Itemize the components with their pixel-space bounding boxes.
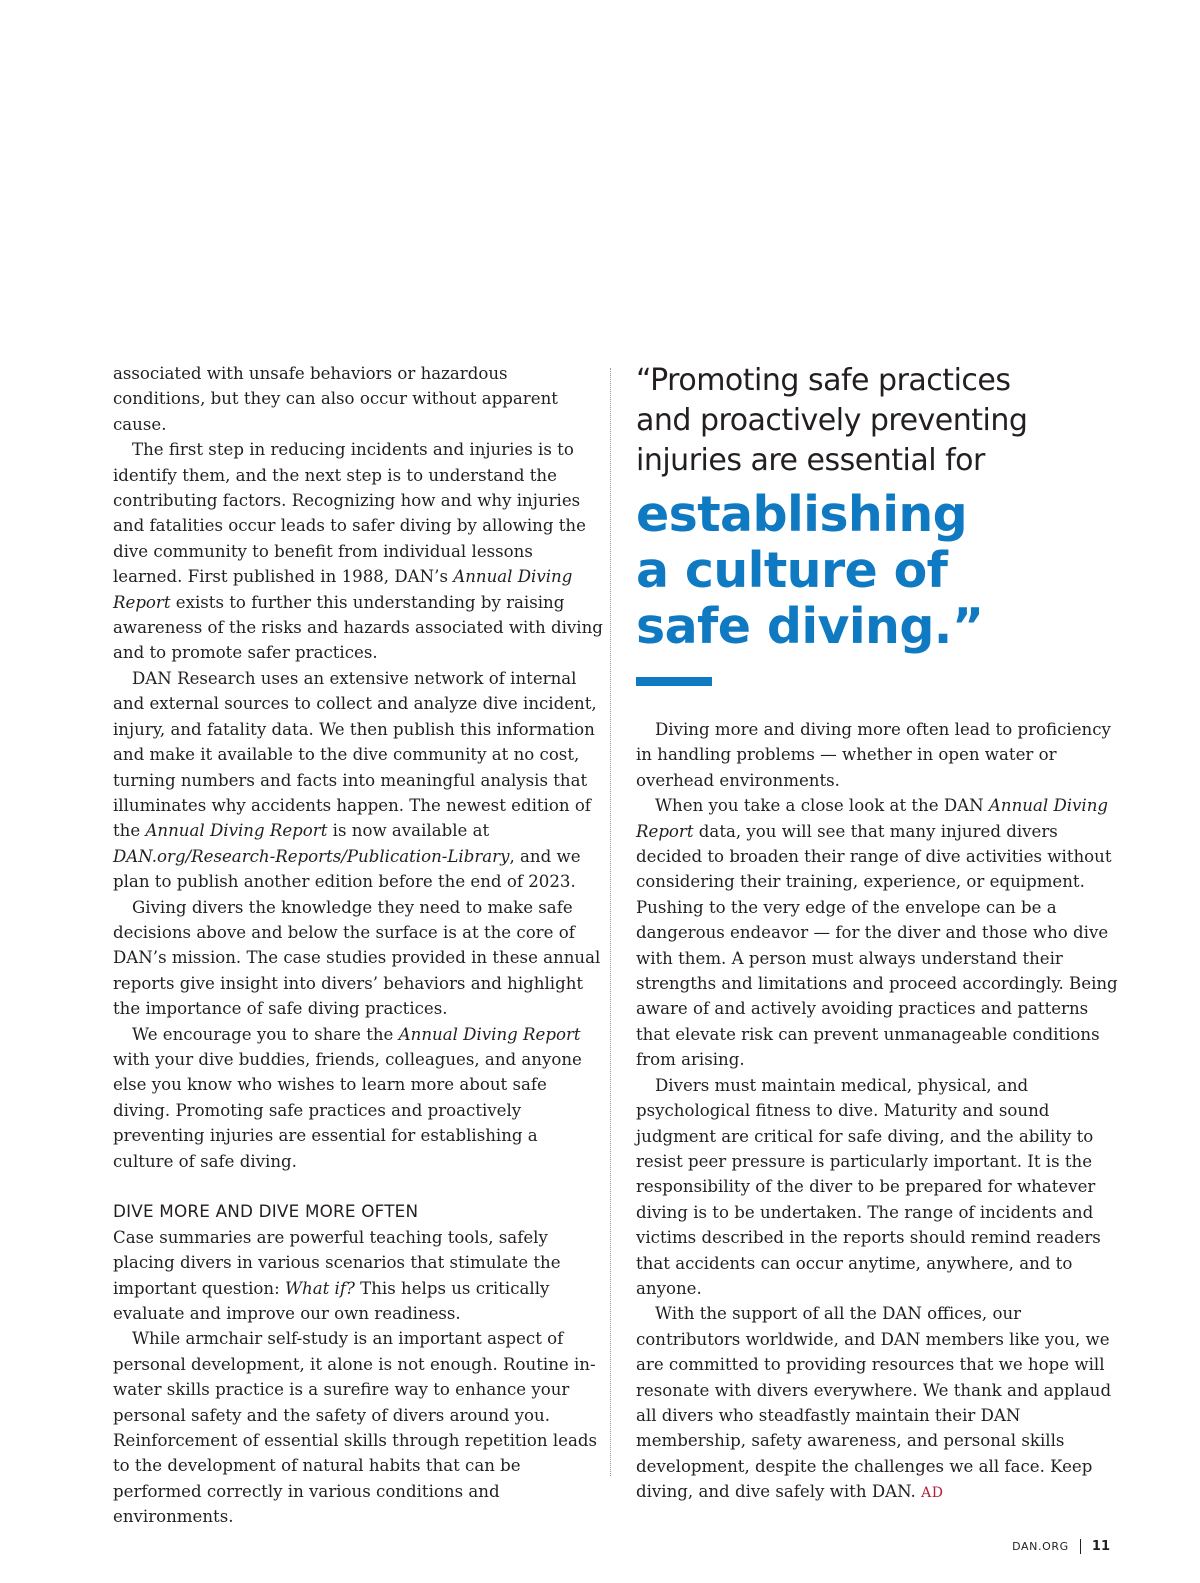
publication-title: Annual Diving Report [398,1024,581,1044]
body-paragraph: Case summaries are powerful teaching tools, safely placing divers in various scenarios that stimulate the important question: What if? This helps us critically evaluate and improve our own readiness. [113,1227,561,1324]
body-paragraph: With the support of all the DAN offices, our contributors worldwide, and DAN members like you, we are committed to providing resources that we hope will resonate with divers everywhere. We thank and applaud all divers who steadfastly maintain their DAN membership, safety awareness, and personal skills development, despite the challenges we all face. Keep diving, and dive safely with DAN. AD [636,1304,1112,1502]
footer-separator [1080,1539,1081,1554]
pull-quote-emphasis: establishing a culture of safe diving.” [636,486,984,655]
left-column [113,361,603,1530]
pull-quote [636,361,1106,686]
end-mark: AD [921,1485,944,1502]
publication-title: Annual Diving Report [145,821,328,841]
body-paragraph: When you take a close look at the DAN Annual Diving Report data, you will see that many injured divers decided to broaden their range of dive activities without considering their training, experience, or equipment. Pushing to the very edge of the envelope can be a dangerous endeavor — for the diver and those who dive with them. A person must always understand their strengths and limitations and proceed accordingly. Being aware of and actively avoiding practices and patterns that elevate risk can prevent unmanageable conditions from arising. [636,796,1118,1070]
footer-site: DAN.ORG [1012,1540,1069,1553]
right-column [636,717,1118,1507]
section-heading: DIVE MORE AND DIVE MORE OFTEN [113,1201,419,1222]
publication-title: Annual Diving Report [113,567,573,612]
body-paragraph: The first step in reducing incidents and injuries is to identify them, and the next step is to understand the contributing factors. Recognizing how and why injuries and fatalities occur leads to safer diving by allowing the dive community to benefit from individual lessons learned. First published in 1988, DAN’s Annual Diving Report exists to further this understanding by raising awareness of the risks and hazards associated with diving and to promote safer practices. [113,440,603,663]
page-number: 11 [1091,1539,1110,1554]
body-paragraph: Giving divers the knowledge they need to make safe decisions above and below the surface is at the core of DAN’s mission. The case studies provided in these annual reports give insight into divers’ behaviors and highlight the importance of safe diving practices. [113,897,601,1019]
italic-question: What if? [284,1278,355,1298]
body-paragraph: DAN Research uses an extensive network of internal and external sources to collect and analyze dive incident, injury, and fatality data. We then publish this information and make it available to the dive community at no cost, turning numbers and facts into meaningful analysis that illuminates why accidents happen. The newest edition of the Annual Diving Report is now available at DAN.org/Research-Reports/Publication-Library, and we plan to publish another edition before the end of 2023. [113,668,597,892]
body-paragraph: We encourage you to share the Annual Diving Report with your dive buddies, friends, colleagues, and anyone else you know who wishes to learn more about safe diving. Promoting safe practices and proactively preventing injuries are essential for establishing a culture of safe diving. [113,1024,582,1171]
pull-quote-accent-bar [636,677,712,686]
publication-url: DAN.org/Research-Reports/Publication-Library [113,846,510,866]
column-divider [610,368,611,1476]
body-paragraph: Divers must maintain medical, physical, and psychological fitness to dive. Maturity and sound judgment are critical for safe diving, and the ability to resist peer pressure is particularly important. It is the responsibility of the diver to be prepared for whatever diving is to be undertaken. The range of incidents and victims described in the reports should remind readers that accidents can occur anytime, anywhere, and to anyone. [636,1075,1101,1298]
page-footer [1012,1539,1110,1554]
body-paragraph: While armchair self-study is an important aspect of personal development, it alone is not enough. Routine in-water skills practice is a surefire way to enhance your personal safety and the safety of divers around you. Reinforcement of essential skills through repetition leads to the development of natural habits that can be performed correctly in various conditions and environments. [113,1329,597,1527]
pull-quote-intro: “Promoting safe practices and proactively preventing injuries are essential for [636,363,1028,478]
body-paragraph: associated with unsafe behaviors or hazardous conditions, but they can also occur without apparent cause. [113,364,558,434]
publication-title: Annual Diving Report [636,796,1109,841]
body-paragraph: Diving more and diving more often lead to proficiency in handling problems — whether in open water or overhead environments. [636,720,1111,790]
